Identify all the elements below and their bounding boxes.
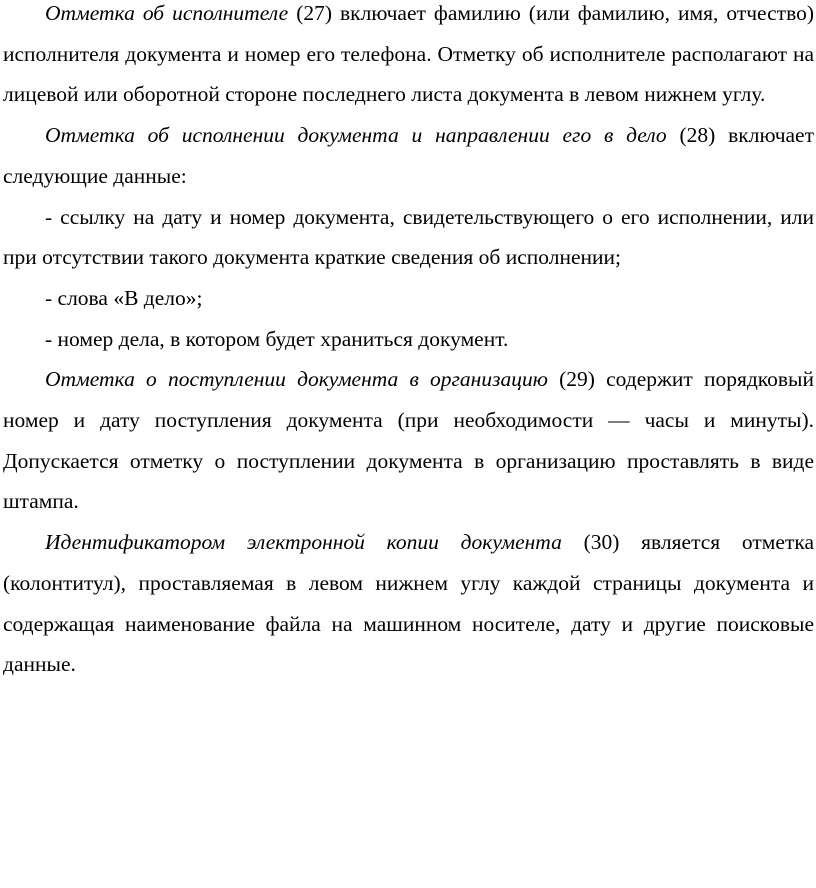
term-execution-mark: Отметка об исполнении документа и направлении его в дело [45,123,667,148]
document-body [3,0,814,685]
list-item-to-file-words [3,278,814,319]
list-item-document-reference [3,197,814,278]
paragraph-text: (29) содержит порядковый номер и дату поступления документа (при необходимости — часы и минуты). Допускается отметку о поступлении документа в организацию проставлять в виде штампа. [3,367,814,514]
paragraph-text: (30) является отметка (колонтитул), проставляемая в левом нижнем углу каждой страницы документа и содержащая наименование файла на машинном носителе, дату и другие поисковые данные. [3,530,814,677]
paragraph-receipt-mark [3,359,814,522]
paragraph-executor-mark [3,0,814,115]
list-item-text: - ссылку на дату и номер документа, свидетельствующего о его исполнении, или при отсутствии такого документа краткие сведения об исполнении; [3,204,814,270]
paragraph-text: (27) включает фамилию (или фамилию, имя, отчество) исполнителя документа и номер его телефона. Отметку об исполнителе располагают на лицевой или оборотной стороне последнего листа документа в левом нижнем углу. [3,1,814,107]
paragraph-execution-mark [3,115,814,196]
term-receipt-mark: Отметка о поступлении документа в организацию [45,367,548,392]
list-item-text: - слова «В дело»; [45,285,203,310]
list-item-case-number [3,319,814,360]
paragraph-electronic-copy-identifier [3,522,814,685]
list-item-text: - номер дела, в котором будет храниться документ. [45,326,509,351]
term-executor-mark: Отметка об исполнителе [45,1,289,25]
term-electronic-copy-identifier: Идентификатором электронной копии документа [45,530,562,555]
paragraph-text: (28) включает следующие данные: [3,123,814,188]
